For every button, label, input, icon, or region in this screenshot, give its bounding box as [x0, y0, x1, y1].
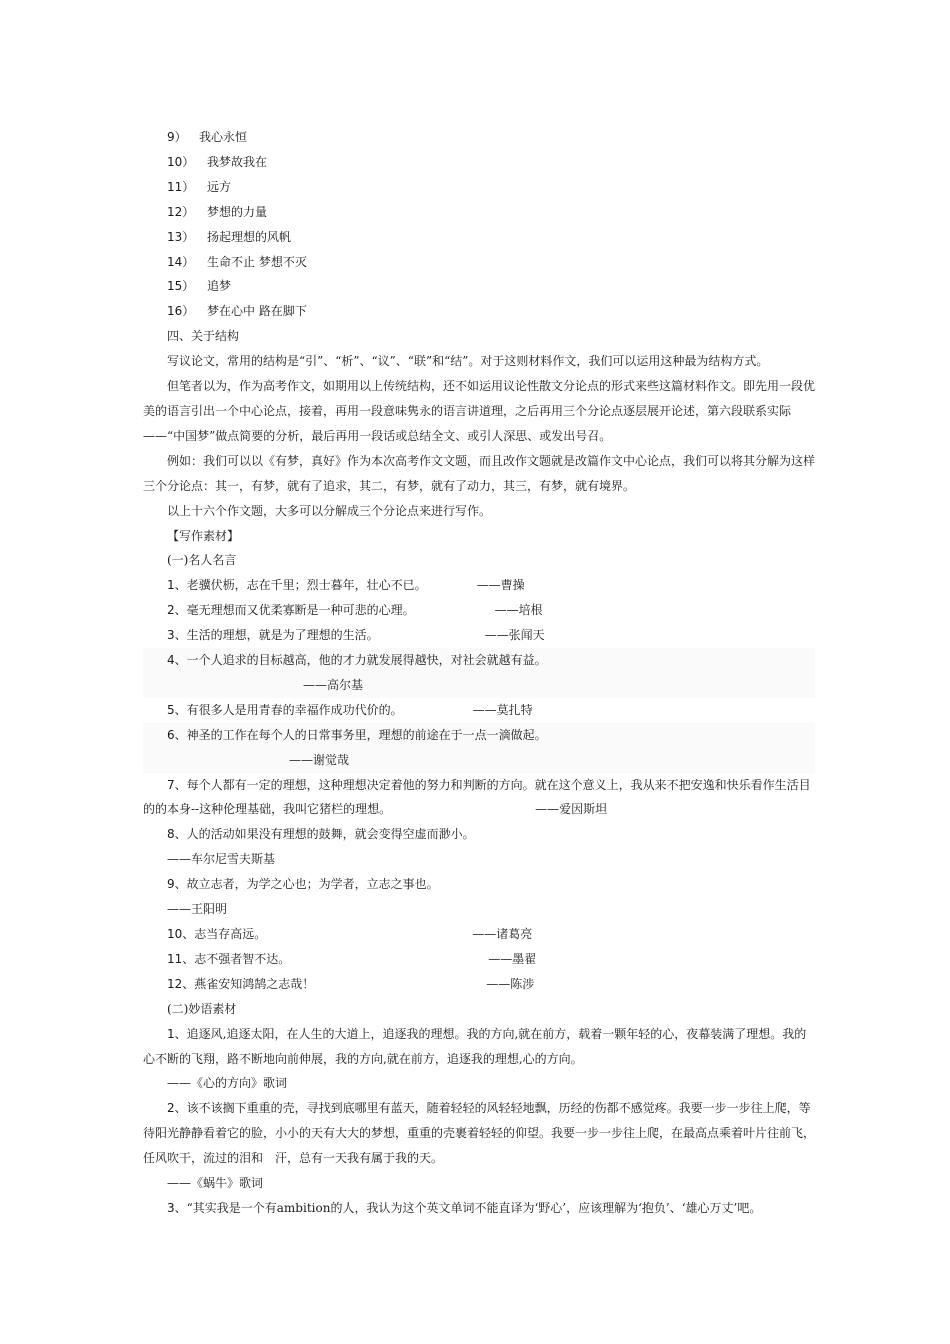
quote-item: 2、毫无理想而又优柔寡断是一种可悲的心理。 ——培根 [143, 598, 815, 623]
title-item: 11） 远方 [167, 179, 232, 194]
quote-author: ——曹操 [476, 578, 525, 593]
quote-author: ——爱因斯坦 [535, 802, 608, 817]
quote-author: ——诸葛亮 [472, 927, 533, 941]
quote-item: 9、故立志者，为学之心也；为学者，立志之事也。 [167, 877, 439, 892]
quote-item: 4、一个人追求的目标越高，他的才力就发展得越快，对社会就越有益。 [143, 648, 815, 673]
quote-author: ——培根 [494, 603, 543, 618]
paragraph: 写议论文，常用的结构是“引”、“析”、“议”、“联”和“结”。对于这则材料作文，我们可以运用这种最为结构方式。 [167, 354, 769, 369]
title-item: 9） 我心永恒 [167, 130, 248, 144]
quote-item: 5、有很多人是用青春的幸福作成功代价的。 ——莫扎特 [143, 698, 815, 723]
title-list [143, 125, 815, 324]
section-heading-materials: 【写作素材】 [167, 528, 240, 543]
subheading-wit: (二)妙语素材 [167, 1001, 237, 1016]
quote-item: 11、志不强者智不达。 ——墨翟 [143, 947, 815, 972]
document-page [143, 125, 815, 1221]
quote-author: ——莫扎特 [472, 702, 533, 717]
subheading-quotes: (一)名人名言 [167, 553, 237, 568]
quote-author: ——王阳明 [167, 902, 228, 917]
wit-item: 2、该不该搁下重重的壳，寻找到底哪里有蓝天，随着轻轻的风轻轻地飘，历经的伤都不感觉疼。我要一步一步往上爬，等待阳光静静看着它的脸，小小的天有大大的梦想，重重的壳裹着轻轻的仰望。我要一步一步往上爬，在最高点乘着叶片往前飞，任风吹干，流过的泪和 汗，总有一天我有属于我的天。 [143, 1101, 816, 1166]
wit-item: 1、追逐风,追逐太阳，在人生的大道上，追逐我的理想。我的方向,就在前方，载着一颗年轻的心，夜幕装满了理想。我的心不断的飞翔，路不断地向前伸展，我的方向,就在前方，追逐我的理想,心的方向。 [143, 1026, 807, 1066]
quote-author: ——车尔尼雪夫斯基 [167, 852, 276, 867]
quote-author: ——谢觉哉 [143, 748, 815, 773]
title-item: 15） 追梦 [167, 279, 232, 294]
paragraph: 例如：我们可以以《有梦，真好》作为本次高考作文文题，而且改作文题就是改篇作文中心论点，我们可以将其分解为这样三个分论点：其一，有梦，就有了追求，其二，有梦，就有了动力，其三，有梦，就有境界。 [143, 453, 816, 493]
quote-author: ——墨翟 [488, 951, 537, 966]
title-item: 16） 梦在心中 路在脚下 [167, 304, 307, 319]
quote-item: 10、志当存高远。 ——诸葛亮 [143, 922, 815, 947]
title-item: 10） 我梦故我在 [167, 154, 268, 169]
quote-item: 7、每个人都有一定的理想，这种理想决定着他的努力和判断的方向。就在这个意义上，我从来不把安逸和快乐看作生活目的的本身--这种伦理基础，我叫它猪栏的理想。 ——爱因斯坦 [143, 773, 815, 823]
quote-item: 6、神圣的工作在每个人的日常事务里，理想的前途在于一点一滴做起。 [143, 723, 815, 748]
quote-author: ——陈涉 [486, 976, 535, 991]
title-item: 14） 生命不止 梦想不灭 [167, 254, 307, 269]
quote-item: 8、人的活动如果没有理想的鼓舞，就会变得空虚而渺小。 [167, 827, 475, 842]
quote-item: 3、生活的理想，就是为了理想的生活。 ——张闻天 [143, 623, 815, 648]
quote-item: 1、老骥伏枥，志在千里；烈士暮年，壮心不已。 ——曹操 [143, 573, 815, 598]
section-heading-structure: 四、关于结构 [167, 329, 240, 344]
quote-author: ——张闻天 [484, 628, 545, 643]
quote-author: ——高尔基 [143, 673, 815, 698]
title-item: 13） 扬起理想的风帆 [167, 229, 292, 244]
wit-item: 3、“其实我是一个有ambition的人，我认为这个英文单词不能直译为‘野心’，应该理解为‘抱负’、‘雄心万丈’吧。 [167, 1200, 762, 1215]
wit-source: ——《心的方向》歌词 [167, 1076, 288, 1091]
paragraph: 以上十六个作文题，大多可以分解成三个分论点来进行写作。 [167, 503, 492, 518]
paragraph: 但笔者以为，作为高考作文，如期用以上传统结构，还不如运用议论性散文分论点的形式来些这篇材料作文。即先用一段优美的语言引出一个中心论点，接着，再用一段意味隽永的语言讲道理，之后再用三个分论点逐层展开论述，第六段联系实际——“中国梦”做点简要的分析，最后再用一段话或总结全文、或引人深思、或发出号召。 [143, 379, 816, 443]
wit-source: ——《蜗牛》歌词 [167, 1176, 264, 1191]
title-item: 12） 梦想的力量 [167, 204, 268, 219]
quote-item: 12、燕雀安知鸿鹄之志哉！ ——陈涉 [143, 972, 815, 997]
